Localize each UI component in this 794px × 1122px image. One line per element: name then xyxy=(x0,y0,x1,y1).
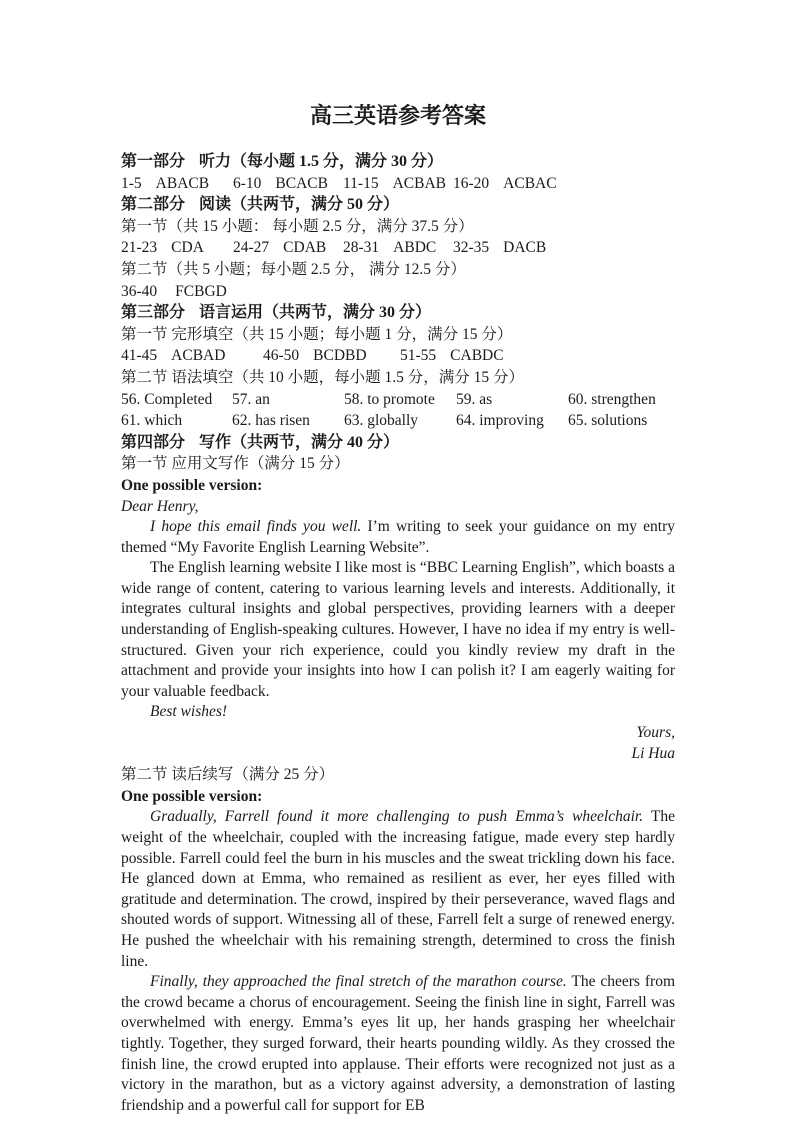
answer-letters: CDAB xyxy=(283,239,327,257)
grammar-answer: 64. improving xyxy=(456,412,544,430)
reading-section1-answer-row xyxy=(121,237,675,259)
grammar-answer-row-2 xyxy=(121,410,675,432)
part3-heading-text: 语言运用（共两节，满分 30 分） xyxy=(199,304,432,322)
answer-group xyxy=(453,173,557,195)
reading-section1-label: 第一节（共 15 小题： 每小题 2.5 分，满分 37.5 分） xyxy=(121,217,474,235)
answer-group xyxy=(453,237,546,259)
part2-label: 第二部分 xyxy=(121,196,186,214)
answer-range: 21-23 xyxy=(121,239,158,257)
answer-letters: CABDC xyxy=(450,347,504,365)
grammar-answer: 62. has risen xyxy=(232,412,310,430)
letter-paragraph-2: The English learning website I like most is “BBC Learning English”, which boasts a wide range of content, catering to various learning levels and interests. Additionally, it integrates cultural insights and global perspectives, providing learners with a deeper understanding of English-speaking cultures. However, I have no idea if my entry is well-structured. Given your rich experience, could you kindly review my draft in the attachment and provide your insights into how I can polish it? I am eagerly waiting for your valuable feedback. xyxy=(121,559,675,700)
grammar-answer: 59. as xyxy=(456,390,493,408)
answer-range: 36-40 xyxy=(121,282,158,300)
answer-letters: ABACB xyxy=(155,174,210,192)
answer-range: 32-35 xyxy=(453,239,490,257)
continuation-p1-lead: Gradually, Farrell found it more challenging to push Emma’s wheelchair. xyxy=(150,808,644,826)
answer-group xyxy=(343,173,453,195)
letter-salutation xyxy=(121,497,675,518)
signature-name: Li Hua xyxy=(631,744,675,762)
possible-version-label-1: One possible version: xyxy=(121,476,263,494)
page-title: 高三英语参考答案 xyxy=(309,103,486,128)
answer-letters: ABDC xyxy=(393,239,437,257)
cloze-answer-row xyxy=(121,345,675,367)
answer-group xyxy=(343,237,453,259)
answer-letters: BCDBD xyxy=(313,347,367,365)
grammar-answer: 57. an xyxy=(232,390,270,408)
answer-group xyxy=(233,237,343,259)
continuation-p1-rest: The weight of the wheelchair, coupled with the increasing fatigue, made every step hardly possible. Farrell could feel the burn in his muscles and the sweat trickling down his face. He glanced down at Emma, who remained as resilient as ever, her eyes filled with gratitude and determination. The crowd, inspired by their perseverance, waved flags and shouted words of support. Witnessing all of these, Farrell felt a surge of renewed energy. He pushed the wheelchair with his remaining strength, determined to cross the finish line. xyxy=(121,808,675,970)
writing-section2-label: 第二节 读后续写（满分 25 分） xyxy=(121,766,335,784)
answer-group xyxy=(233,173,343,195)
letter-closing xyxy=(121,702,675,723)
letter-p1-lead: I hope this email finds you well. xyxy=(150,518,362,536)
part1-heading xyxy=(121,151,675,173)
answer-range: 1-5 xyxy=(121,174,142,192)
cloze-label: 第一节 完形填空（共 15 小题；每小题 1 分，满分 15 分） xyxy=(121,325,513,343)
part3-heading xyxy=(121,302,675,324)
answer-group xyxy=(121,173,233,195)
answer-group xyxy=(263,345,400,367)
part4-heading xyxy=(121,432,675,454)
answer-range: 11-15 xyxy=(343,174,379,192)
possible-version-label-2: One possible version: xyxy=(121,787,263,805)
letter-p1-rest: I’m writing to seek your guidance on my entry themed “My Favorite English Learning Website”. xyxy=(121,518,676,556)
answer-range: 46-50 xyxy=(263,347,300,365)
answer-letters: ACBAB xyxy=(392,174,446,192)
continuation-paragraph-1 xyxy=(121,807,675,972)
grammar-answer: 65. solutions xyxy=(568,412,648,430)
answer-range: 51-55 xyxy=(400,347,437,365)
answer-letters: BCACB xyxy=(275,174,328,192)
part1-label: 第一部分 xyxy=(121,153,186,170)
grammar-answer: 61. which xyxy=(121,412,183,430)
part3-label: 第三部分 xyxy=(121,304,186,322)
part2-heading-text: 阅读（共两节，满分 50 分） xyxy=(199,196,400,214)
continuation-p2-rest: The cheers from the crowd became a chorus of encouragement. Seeing the finish line in sight, Farrell was overwhelmed with energy. Emma’s eyes lit up, her hands grasping her wheelchair tightly. Together, they surged forward, their hearts pounding wildly. As they crossed the finish line, the crowd erupted into applause. Their efforts were recognized not just as a victory in the marathon, but as a victory against adversity, a demonstration of lasting friendship and a powerful call for support for EB xyxy=(121,973,676,1114)
reading-section2-answer-row xyxy=(121,281,675,303)
answer-range: 6-10 xyxy=(233,174,262,192)
answer-letters: DACB xyxy=(503,239,547,257)
answer-letters: ACBAC xyxy=(503,174,557,192)
answer-range: 24-27 xyxy=(233,239,270,257)
grammar-answer: 63. globally xyxy=(344,412,419,430)
continuation-paragraph-2 xyxy=(121,972,675,1116)
letter-closing-text: Best wishes! xyxy=(150,703,228,721)
answer-group xyxy=(121,345,263,367)
letter-salutation-text: Dear Henry, xyxy=(121,497,199,515)
part4-label: 第四部分 xyxy=(121,433,186,451)
reading-section2-label: 第二节（共 5 小题；每小题 2.5 分， 满分 12.5 分） xyxy=(121,260,466,278)
part1-heading-text: 听力（每小题 1.5 分，满分 30 分） xyxy=(199,153,444,170)
letter-signature xyxy=(121,723,675,764)
answer-letters: FCBGD xyxy=(175,282,227,300)
grammar-answer: 60. strengthen xyxy=(568,390,656,408)
signature-yours: Yours, xyxy=(636,724,675,742)
answer-range: 28-31 xyxy=(343,239,380,257)
answer-group xyxy=(121,237,233,259)
answer-group xyxy=(121,281,227,303)
grammar-answer-row-1 xyxy=(121,389,675,411)
answer-letters: CDA xyxy=(171,239,204,257)
answer-range: 41-45 xyxy=(121,347,158,365)
listening-answer-row xyxy=(121,173,675,195)
answer-range: 16-20 xyxy=(453,174,490,192)
continuation-p2-lead: Finally, they approached the final stretch of the marathon course. xyxy=(150,973,567,991)
part4-heading-text: 写作（共两节，满分 40 分） xyxy=(199,433,400,451)
writing-section1-label: 第一节 应用文写作（满分 15 分） xyxy=(121,455,350,473)
grammar-label: 第二节 语法填空（共 10 小题，每小题 1.5 分，满分 15 分） xyxy=(121,368,525,386)
grammar-answer: 56. Completed xyxy=(121,390,213,408)
answer-group xyxy=(400,345,504,367)
part2-heading xyxy=(121,194,675,216)
answer-letters: ACBAD xyxy=(171,347,226,365)
letter-paragraph-1 xyxy=(121,517,675,558)
grammar-answer: 58. to promote xyxy=(344,390,435,408)
